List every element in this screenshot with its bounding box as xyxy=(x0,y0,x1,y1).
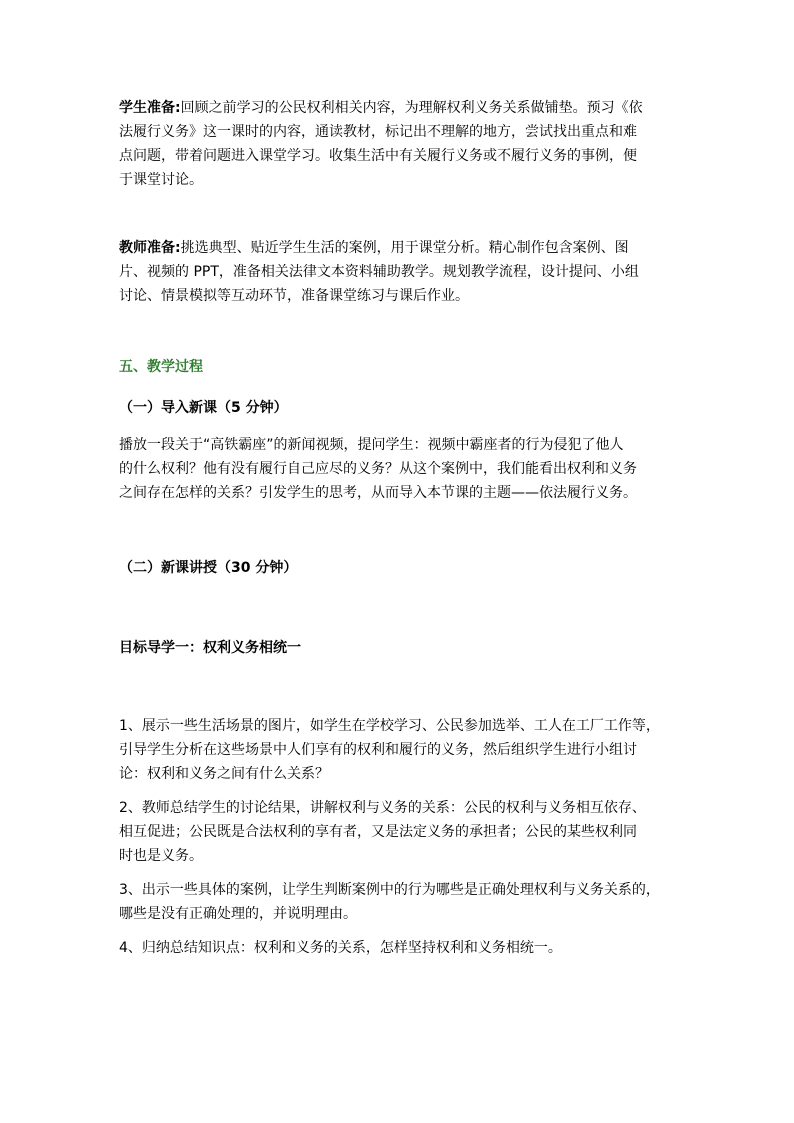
step-4-paragraph xyxy=(119,936,679,960)
part1-line-2: 的什么权利？他有没有履行自己应尽的义务？从这个案例中，我们能看出权利和义务 xyxy=(119,461,637,477)
step-1-line-3: 论：权利和义务之间有什么关系？ xyxy=(119,766,329,782)
part2-heading: （二）新课讲授（30 分钟） xyxy=(119,560,298,576)
teacher-prep-line-2: 片、视频的 PPT，准备相关法律文本资料辅助教学。规划教学流程，设计提问、小组 xyxy=(119,264,639,280)
teacher-prep-line-3: 讨论、情景模拟等互动环节，准备课堂练习与课后作业。 xyxy=(119,288,469,304)
student-prep-label: 学生准备: xyxy=(119,100,181,116)
student-prep-paragraph xyxy=(119,96,679,192)
part1-paragraph xyxy=(119,433,679,505)
step-1-line-1: 1、展示一些生活场景的图片，如学生在学校学习、公民参加选举、工人在工厂工作等， xyxy=(119,718,660,734)
step-2-paragraph xyxy=(119,796,679,868)
step-2-line-3: 时也是义务。 xyxy=(119,848,203,864)
part1-line-1: 播放一段关于“高铁霸座”的新闻视频，提问学生：视频中霸座者的行为侵犯了他人 xyxy=(119,437,624,453)
step-4-line-1: 4、归纳总结知识点：权利和义务的关系，怎样坚持权利和义务相统一。 xyxy=(119,940,562,956)
step-2-line-2: 相互促进；公民既是合法权利的享有者，又是法定义务的承担者；公民的某些权利同 xyxy=(119,824,637,840)
step-3-paragraph xyxy=(119,878,679,926)
section-heading: 五、教学过程 xyxy=(119,359,203,375)
step-1-line-2: 引导学生分析在这些场景中人们享有的权利和履行的义务，然后组织学生进行小组讨 xyxy=(119,742,637,758)
student-prep-line-1: 学生准备:回顾之前学习的公民权利相关内容，为理解权利义务关系做铺垫。预习《依 xyxy=(119,100,643,116)
teacher-prep-paragraph xyxy=(119,236,679,308)
teacher-prep-line-1: 教师准备:挑选典型、贴近学生生活的案例，用于课堂分析。精心制作包含案例、图 xyxy=(119,240,629,256)
part1-heading: （一）导入新课（5 分钟） xyxy=(119,400,288,416)
teacher-prep-label: 教师准备: xyxy=(119,240,181,256)
goal1-heading: 目标导学一：权利义务相统一 xyxy=(119,640,301,656)
step-3-line-1: 3、出示一些具体的案例，让学生判断案例中的行为哪些是正确处理权利与义务关系的， xyxy=(119,882,660,898)
step-2-line-1: 2、教师总结学生的讨论结果，讲解权利与义务的关系：公民的权利与义务相互依存、 xyxy=(119,800,646,816)
student-prep-line-3: 点问题，带着问题进入课堂学习。收集生活中有关履行义务或不履行义务的事例，便 xyxy=(119,148,637,164)
student-prep-line-2: 法履行义务》这一课时的内容，通读教材，标记出不理解的地方，尝试找出重点和难 xyxy=(119,124,637,140)
part1-line-3: 之间存在怎样的关系？引发学生的思考，从而导入本节课的主题——依法履行义务。 xyxy=(119,485,637,501)
step-1-paragraph xyxy=(119,714,679,786)
student-prep-line-4: 于课堂讨论。 xyxy=(119,172,203,188)
step-3-line-2: 哪些是没有正确处理的，并说明理由。 xyxy=(119,906,357,922)
